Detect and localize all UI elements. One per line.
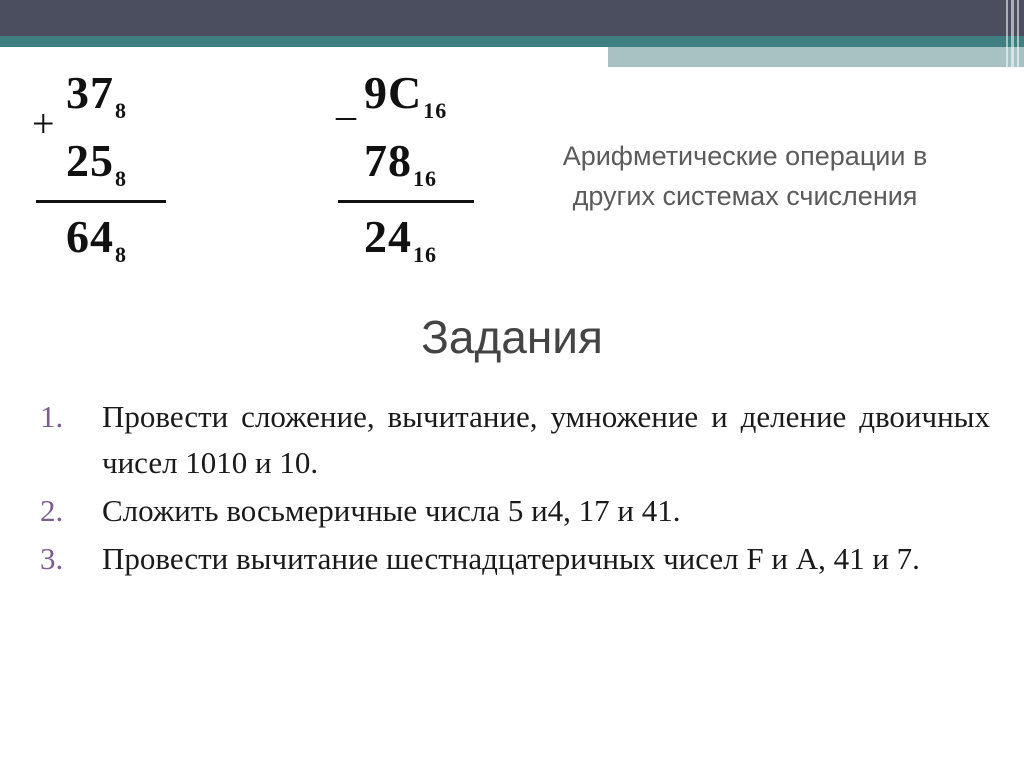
task-item-1	[40, 394, 990, 486]
task-text: Провести сложение, вычитание, умножение и деление двоичных чисел 1010 и 10.	[102, 399, 990, 480]
result: $24_{16}$	[364, 211, 437, 267]
task-text: Провести вычитание шестнадцатеричных чисел F и А, 41 и 7.	[102, 541, 920, 576]
operand-2: $78_{16}$	[364, 135, 437, 191]
subtitle-line-2: других системах счисления	[572, 181, 918, 211]
plus-operator: +	[32, 101, 55, 146]
light-accent-bar	[608, 47, 1024, 67]
top-title-bar	[0, 0, 1024, 36]
difference-line	[338, 200, 474, 203]
accent-bar	[0, 36, 1024, 47]
minus-operator: _	[336, 79, 356, 124]
task-number: 3.	[40, 541, 64, 576]
task-number: 2.	[40, 493, 64, 528]
operand-1: $9C_{16}$	[364, 67, 448, 123]
operand-1: $37_8$	[66, 67, 127, 123]
tasks-heading: Задания	[421, 311, 603, 363]
task-list	[40, 394, 990, 584]
slide-subtitle	[500, 136, 990, 216]
octal-addition-example	[30, 58, 180, 273]
task-item-2	[40, 488, 990, 534]
hex-subtraction-example	[330, 58, 490, 273]
task-number: 1.	[40, 399, 64, 434]
decorative-stripes	[1002, 0, 1024, 67]
sum-line	[36, 200, 166, 203]
task-item-3	[40, 536, 990, 582]
subtitle-line-1: Арифметические операции в	[562, 141, 928, 171]
operand-2: $25_8$	[66, 135, 127, 191]
task-text: Сложить восьмеричные числа 5 и4, 17 и 41.	[102, 493, 681, 528]
result: $64_8$	[66, 211, 127, 267]
